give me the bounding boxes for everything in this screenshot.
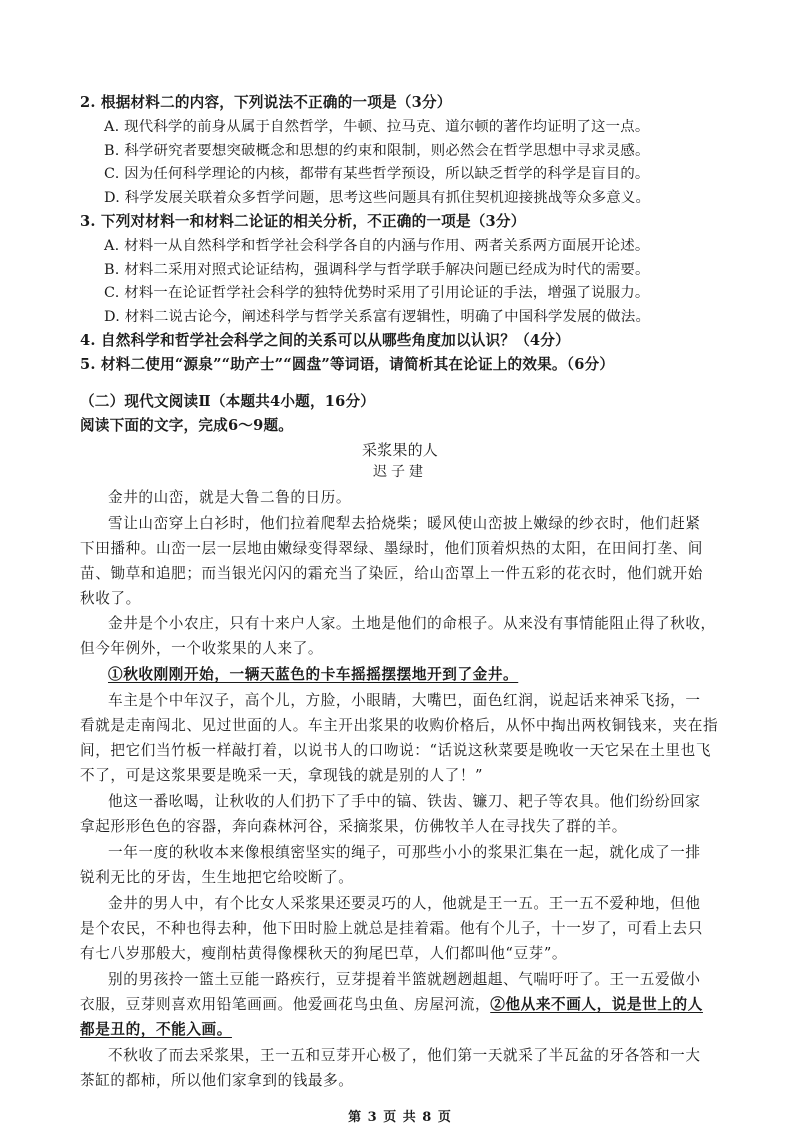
story-line: 别的男孩拎一篮土豆能一路疾行，豆芽提着半篮就趔趔趄趄、气喘吁吁了。王一五爱做小 [108, 971, 701, 988]
story-line: 是个农民，不种也得去种，他下田时脸上就总是挂着霜。他有个儿子，十一岁了，可看上去只 [80, 920, 703, 937]
question-2-option-a: A. 现代科学的前身从属于自然哲学，牛顿、拉马克、道尔顿的著作均证明了这一点。 [104, 119, 650, 135]
question-3-option-b: B. 材料二采用对照式论证结构，强调科学与哲学联手解决问题已经成为时代的需要。 [104, 262, 650, 278]
story-line: 他这一番吆喝，让秋收的人们扔下了手中的镐、铁齿、镰刀、耙子等农具。他们纷纷回家 [108, 793, 701, 810]
story-line: 一年一度的秋收本来像根缜密坚实的绳子，可那些小小的浆果汇集在一起，就化成了一排 [108, 844, 701, 861]
story-line: 有七八岁那般大，瘦削枯黄得像棵秋天的狗尾巴草，人们都叫他“豆芽”。 [80, 945, 568, 962]
story-line: 但今年例外，一个收浆果的人来了。 [80, 640, 324, 657]
page-number-footer: 第 3 页 共 8 页 [348, 1110, 452, 1125]
question-3-option-d: D. 材料二说古论今，阐述科学与哲学关系富有逻辑性，明确了中国科学发展的做法。 [104, 309, 651, 325]
story-line: 茶缸的都柿，所以他们家拿到的钱最多。 [80, 1072, 354, 1089]
story-line: 金井的山峦，就是大鲁二鲁的日历。 [108, 489, 352, 506]
story-line: 不了，可是这浆果要是晚采一天，拿现钱的就是别的人了！” [80, 767, 484, 784]
story-line: 不秋收了而去采浆果，王一五和豆芽开心极了，他们第一天就采了半瓦盆的牙各答和一大 [108, 1047, 701, 1064]
question-2-option-b: B. 科学研究者要想突破概念和思想的约束和限制，则必然会在哲学思想中寻求灵感。 [104, 143, 650, 159]
question-2-option-d: D. 科学发展关联着众多哲学问题，思考这些问题具有抓住契机迎接挑战等众多意义。 [104, 190, 651, 206]
question-4: 4. 自然科学和哲学社会科学之间的关系可以从哪些角度加以认识？（4分） [80, 332, 570, 349]
story-line-text: 衣服，豆芽则喜欢用铅笔画画。他爱画花鸟虫鱼、房屋河流， [80, 996, 491, 1013]
question-5: 5. 材料二使用“源泉”“助产士”“圆盘”等词语，请简析其在论证上的效果。（6分） [80, 356, 615, 373]
question-3-option-a: A. 材料一从自然科学和哲学社会科学各自的内涵与作用、两者关系两方面展开论述。 [104, 238, 650, 254]
question-3-stem: 3. 下列对材料一和材料二论证的相关分析，不正确的一项是（3分） [80, 213, 526, 230]
underlined-sentence-1: ①秋收刚刚开始，一辆天蓝色的卡车摇摇摆摆地开到了金井。 [108, 666, 519, 683]
story-line: 车主是个中年汉子，高个儿，方脸，小眼睛，大嘴巴，面色红润，说起话来神采飞扬，一 [108, 692, 701, 709]
section-instruction: 阅读下面的文字，完成6～9题。 [80, 417, 294, 434]
section-heading: （二）现代文阅读Ⅱ（本题共4小题，16分） [80, 393, 376, 410]
question-2-option-c: C. 因为任何科学理论的内核，都带有某些哲学预设，所以缺乏哲学的科学是盲目的。 [104, 166, 650, 182]
story-line: 下田播种。山峦一层一层地由嫩绿变得翠绿、墨绿时，他们顶着炽热的太阳，在田间打垄、间 [80, 540, 703, 557]
story-author: 迟子建 [373, 464, 427, 480]
story-line: 金井是个小农庄，只有十来户人家。土地是他们的命根子。从来没有事情能阻止得了秋收， [108, 615, 716, 632]
question-3-option-c: C. 材料一在论证哲学社会科学的独特优势时采用了引用论证的手法，增强了说服力。 [104, 285, 650, 301]
story-line: 苗、锄草和追肥；而当银光闪闪的霜充当了染匠，给山峦罩上一件五彩的花衣时，他们就开始 [80, 565, 703, 582]
story-title: 采浆果的人 [361, 441, 438, 459]
underlined-sentence-2-part-b: 都是丑的，不能入画。 [80, 1021, 232, 1038]
question-2-stem: 2. 根据材料二的内容，下列说法不正确的一项是（3分） [80, 94, 452, 111]
underlined-sentence-2-part-a: ②他从来不画人，说是世上的人 [490, 996, 703, 1013]
story-line: 看就是走南闯北、见过世面的人。车主开出浆果的收购价格后，从怀中掏出两枚铜钱来，夹在指 [80, 717, 719, 734]
story-line: 金井的男人中，有个比女人采浆果还要灵巧的人，他就是王一五。王一五不爱种地，但他 [108, 895, 701, 912]
story-line: 锐利无比的牙齿，生生地把它给咬断了。 [80, 869, 354, 886]
story-line: 雪让山峦穿上白衫时，他们拉着爬犁去拾烧柴；暖风使山峦披上嫩绿的纱衣时，他们赶紧 [108, 515, 701, 532]
story-line: 间，把它们当竹板一样敲打着，以说书人的口吻说：“话说这秋菜要是晚收一天它呆在土里也飞 [80, 742, 712, 759]
story-line: 秋收了。 [80, 590, 141, 607]
story-line: 拿起形形色色的容器，奔向森林河谷，采摘浆果，仿佛牧羊人在寻找失了群的羊。 [80, 818, 627, 835]
story-line-before-underline-2 [80, 995, 703, 1015]
